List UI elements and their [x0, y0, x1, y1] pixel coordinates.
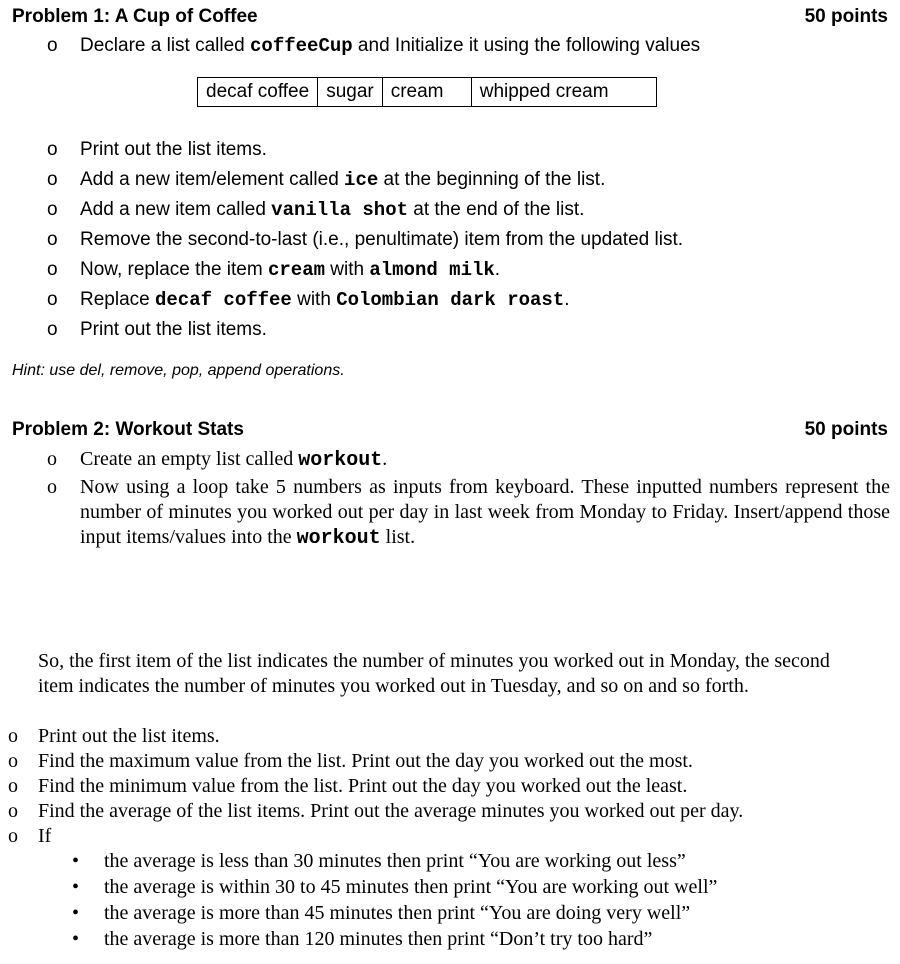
- bullet-circle: o: [47, 169, 58, 190]
- bullet-circle: o: [8, 775, 18, 797]
- bullet-circle: o: [8, 825, 18, 847]
- value-cell: sugar: [318, 78, 383, 107]
- bullet-circle: o: [47, 319, 58, 340]
- bullet-circle: o: [8, 750, 18, 772]
- bullet-circle: o: [8, 725, 18, 747]
- code-coffeecup: coffeeCup: [250, 35, 353, 57]
- explanation: So, the first item of the list indicates the number of minutes you worked out in Monday, the second item indicates the number of minutes you worked out in Tuesday, and so on and so forth.: [38, 650, 830, 697]
- code-token: ice: [344, 169, 379, 191]
- bullet-circle: o: [47, 139, 58, 160]
- bullet-circle: o: [47, 35, 58, 56]
- code-token: almond milk: [369, 259, 495, 281]
- bullet-circle: o: [47, 289, 58, 310]
- bullet-circle: o: [47, 229, 58, 250]
- code-token: vanilla shot: [271, 199, 408, 221]
- bullet-circle: o: [47, 259, 58, 280]
- bullet-circle: o: [8, 800, 18, 822]
- code-token: Colombian dark roast: [336, 289, 565, 311]
- bullet-circle: o: [47, 199, 58, 220]
- bullet-dot: •: [72, 876, 80, 898]
- value-cell: decaf coffee: [198, 78, 318, 107]
- hint: Hint: use del, remove, pop, append operations.: [12, 362, 345, 379]
- coffee-values-table: [197, 77, 657, 107]
- bullet-dot: •: [72, 850, 80, 872]
- bullet-circle: o: [47, 476, 57, 498]
- value-cell: whipped cream: [471, 78, 656, 107]
- problem1-points: 50 points: [804, 6, 888, 27]
- value-cell: cream: [382, 78, 471, 107]
- bullet-dot: •: [72, 928, 80, 950]
- code-token: cream: [267, 259, 325, 281]
- bullet-dot: •: [72, 902, 80, 924]
- code-workout: workout: [298, 449, 383, 472]
- code-token: decaf coffee: [155, 289, 292, 311]
- problem2-points: 50 points: [804, 419, 888, 440]
- problem2-title: Problem 2: Workout Stats: [12, 419, 244, 440]
- problem1-title: Problem 1: A Cup of Coffee: [12, 6, 258, 27]
- code-workout: workout: [296, 527, 381, 550]
- bullet-circle: o: [47, 448, 57, 470]
